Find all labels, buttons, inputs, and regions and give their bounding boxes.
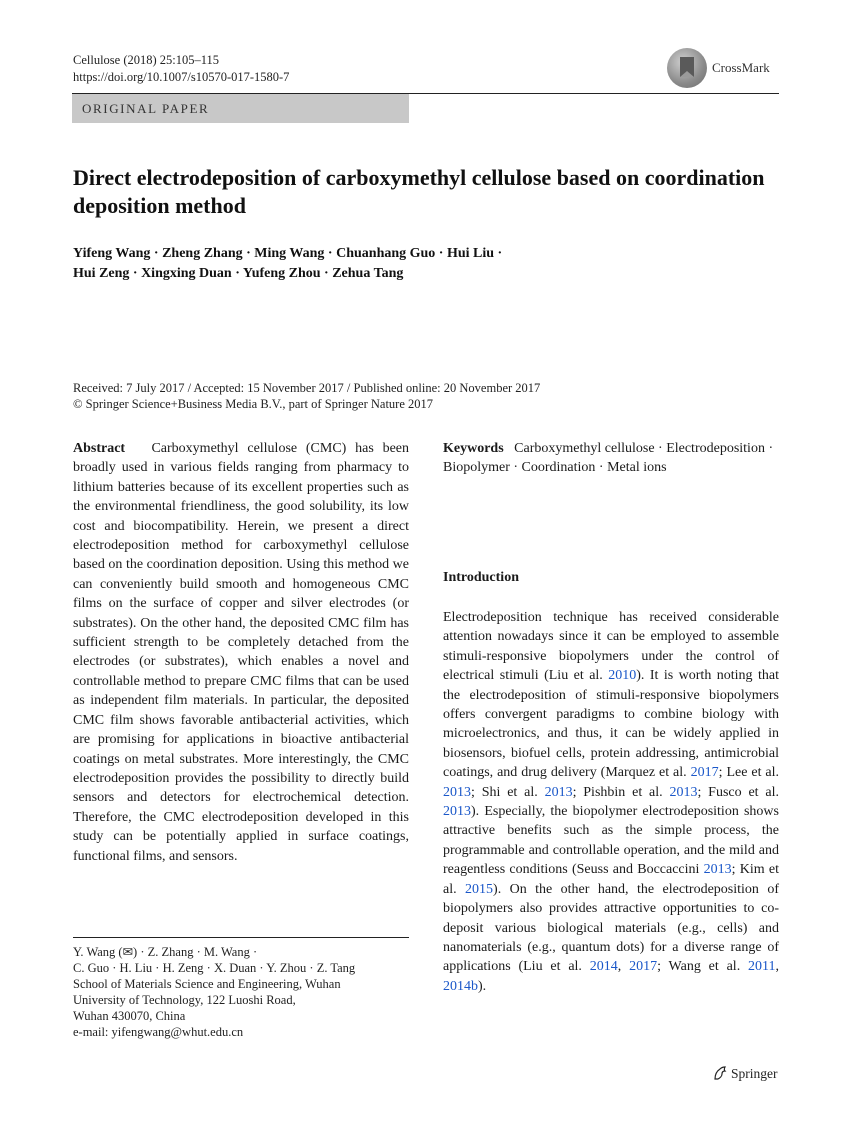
affiliation-line: University of Technology, 122 Luoshi Road, bbox=[73, 993, 296, 1007]
citation-link[interactable]: 2013 bbox=[544, 784, 573, 800]
citation-link[interactable]: 2017 bbox=[629, 959, 658, 975]
introduction-paragraph bbox=[443, 608, 779, 996]
author-line-2: Hui Zeng · Xingxing Duan · Yufeng Zhou · Zehua Tang bbox=[73, 266, 404, 281]
keywords-block bbox=[443, 439, 779, 478]
paper-title: Direct electrodeposition of carboxymethyl cellulose based on coordination deposition method bbox=[73, 165, 765, 218]
crossmark-badge[interactable] bbox=[667, 48, 779, 88]
copyright-line: © Springer Science+Business Media B.V., part of Springer Nature 2017 bbox=[73, 397, 434, 411]
keywords-heading: Keywords bbox=[443, 441, 504, 456]
affiliation-line: School of Materials Science and Engineering, Wuhan bbox=[73, 977, 341, 991]
crossmark-icon bbox=[667, 48, 707, 88]
section-label: ORIGINAL PAPER bbox=[72, 94, 409, 123]
abstract-block bbox=[73, 439, 409, 866]
citation-link[interactable]: 2013 bbox=[669, 784, 698, 800]
author-email[interactable]: e-mail: yifengwang@whut.edu.cn bbox=[73, 1025, 244, 1039]
intro-text-segment: ). It is worth noting that the electrodeposition of stimuli-responsive biopolymers offers convergent paradigms to combine biology with microelectronics, and thus, it can be widely applied in biosensors, biofuel cells, protein addressing, antimicrobial coatings, and drug delivery (Marquez et al. bbox=[443, 668, 779, 781]
introduction-heading: Introduction bbox=[443, 570, 519, 585]
citation-link[interactable]: 2015 bbox=[465, 881, 494, 897]
crossmark-label: CrossMark bbox=[712, 60, 770, 75]
intro-text-segment: ; Shi et al. bbox=[471, 784, 545, 800]
abstract-text: Carboxymethyl cellulose (CMC) has been broadly used in various fields ranging from pharmacy to lithium batteries because of its excellent properties such as the environmental friendliness, the good solubility, its low cost and biocompatibility. Herein, we present a direct electrodeposition method for carboxymethyl cellulose based on the coordination deposition. Using this method we can conveniently build smooth and homogeneous CMC films on the surface of copper and silver electrodes (or substrates). On the other hand, the deposited CMC film has sufficient strength to be completely detached from the electrodes (or substrates), which enables a novel and controllable method to prepare CMC films that can be used as independent film materials. In particular, the deposited CMC film shows favorable antibacterial activities, which are promising for applications in bioactive antibacterial coatings on metal substrates. More interestingly, the CMC electrodeposition provides the possibility to directly build sensors and detectors for electrochemical detection. Therefore, the CMC electrodeposition developed in this study can be potentially applied in surface coatings, functional films, and sensors. bbox=[73, 441, 409, 864]
intro-text-segment: ). On the other hand, the electrodeposition of biopolymers also provides attractive opportunities to co-deposit various biological materials (e.g., cells) and nanomaterials (e.g., quantum dots) for a diverse range of applications (Liu et al. bbox=[443, 881, 779, 975]
intro-text-segment: ; Lee et al. bbox=[718, 765, 780, 781]
springer-horse-icon bbox=[712, 1065, 728, 1085]
citation-link[interactable]: 2013 bbox=[703, 862, 732, 878]
citation-link[interactable]: 2013 bbox=[443, 804, 471, 820]
affiliation-line: C. Guo · H. Liu · H. Zeng · X. Duan · Y. Zhou · Z. Tang bbox=[73, 961, 356, 975]
citation-link[interactable]: 2010 bbox=[608, 668, 637, 684]
intro-text-segment: , bbox=[775, 959, 779, 975]
journal-citation: Cellulose (2018) 25:105–115 bbox=[73, 53, 220, 67]
publisher-name: Springer bbox=[731, 1066, 778, 1081]
abstract-heading: Abstract bbox=[73, 441, 126, 456]
intro-text-segment: ; Kim et al. bbox=[443, 862, 780, 897]
author-list bbox=[73, 244, 773, 284]
author-line-1: Yifeng Wang · Zheng Zhang · Ming Wang · Chuanhang Guo · Hui Liu · bbox=[73, 246, 503, 261]
dates-line: Received: 7 July 2017 / Accepted: 15 November 2017 / Published online: 20 November 2017 bbox=[73, 381, 541, 395]
doi-link[interactable]: https://doi.org/10.1007/s10570-017-1580-7 bbox=[73, 70, 290, 84]
publisher-logo bbox=[712, 1065, 778, 1085]
citation-link[interactable]: 2017 bbox=[690, 765, 719, 781]
affiliation-line: Wuhan 430070, China bbox=[73, 1009, 186, 1023]
intro-text-segment: ; Wang et al. bbox=[657, 959, 749, 975]
citation-link[interactable]: 2011 bbox=[748, 959, 776, 975]
affiliation-line: Y. Wang (✉) · Z. Zhang · M. Wang · bbox=[73, 945, 258, 959]
affiliation-block bbox=[73, 944, 409, 1040]
intro-text-segment: ; Pishbin et al. bbox=[572, 784, 670, 800]
citation-link[interactable]: 2014 bbox=[589, 959, 618, 975]
citation-link[interactable]: 2014b bbox=[443, 978, 478, 994]
footnote-rule bbox=[73, 937, 409, 938]
intro-text-segment: ). Especially, the biopolymer electrodeposition shows attractive benefits such as the simple process, the programmable and controllable operation, and the mild and reagentless conditions (Seuss and Boccaccini bbox=[443, 804, 779, 878]
intro-text-segment: , bbox=[617, 959, 630, 975]
citation-link[interactable]: 2013 bbox=[443, 784, 471, 800]
intro-text-segment: ; Fusco et al. bbox=[697, 784, 779, 800]
intro-text-segment: ). bbox=[478, 978, 487, 994]
intro-text-segment: Electrodeposition technique has received considerable attention nowadays since it can be employed to assemble stimuli-responsive biopolymers under the control of electrical stimuli (Liu et al. bbox=[443, 610, 779, 684]
keywords-text: Carboxymethyl cellulose · Electrodeposition · Biopolymer · Coordination · Metal ions bbox=[443, 441, 774, 476]
publication-dates bbox=[73, 380, 780, 412]
